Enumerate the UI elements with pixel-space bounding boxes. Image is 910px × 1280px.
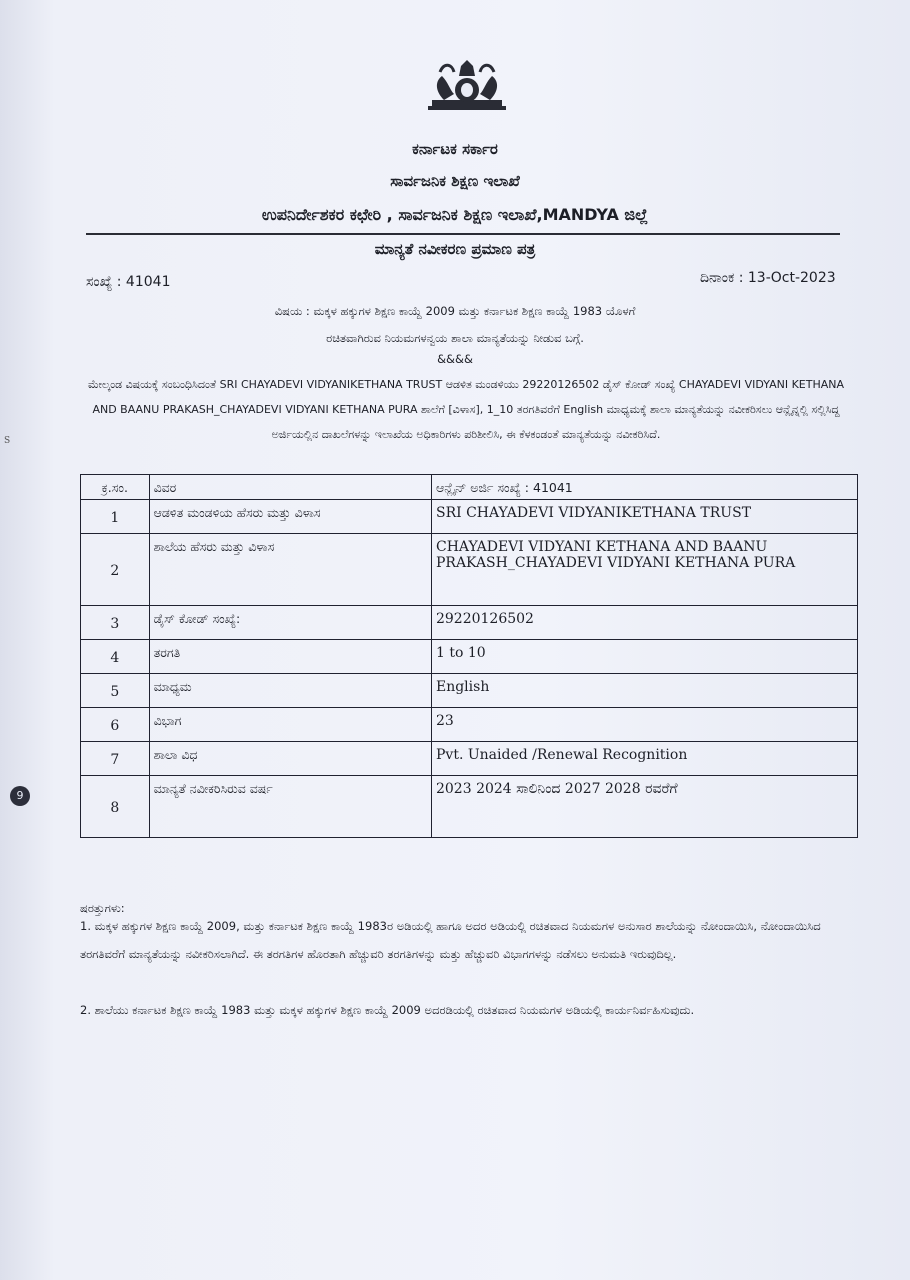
row-serial: 3	[81, 606, 150, 640]
header-divider	[86, 233, 840, 235]
row-value: 1 to 10	[431, 640, 857, 674]
reference-number: ಸಂಖ್ಯೆ : 41041	[86, 274, 171, 290]
table-row	[81, 674, 858, 708]
row-label: ಶಾಲಾ ವಿಧ	[149, 742, 431, 776]
header-details: ವಿವರ	[149, 475, 431, 500]
details-table	[80, 474, 858, 838]
row-serial: 2	[81, 534, 150, 606]
table-row	[81, 534, 858, 606]
table-row	[81, 640, 858, 674]
certificate-date: ದಿನಾಂಕ : 13-Oct-2023	[700, 270, 836, 286]
state-emblem-icon	[426, 54, 508, 122]
row-serial: 8	[81, 776, 150, 838]
row-value: SRI CHAYADEVI VIDYANIKETHANA TRUST	[431, 500, 857, 534]
row-value: 23	[431, 708, 857, 742]
row-serial: 5	[81, 674, 150, 708]
conditions-title: ಷರತ್ತುಗಳು:	[80, 901, 125, 915]
header-application-number: ಆನ್ಲೈನ್ ಅರ್ಜಿ ಸಂಖ್ಯೆ : 41041	[431, 475, 857, 500]
row-value: English	[431, 674, 857, 708]
row-label: ತರಗತಿ	[149, 640, 431, 674]
condition-2: 2. ಶಾಲೆಯು ಕರ್ನಾಟಕ ಶಿಕ್ಷಣ ಕಾಯ್ದೆ 1983 ಮತ್ತು ಮಕ್ಕಳ ಹಕ್ಕುಗಳ ಶಿಕ್ಷಣ ಕಾಯ್ದೆ 2009 ಅದರಡಿಯಲ್ಲಿ ರಚಿತವಾದ ನಿಯಮಗಳ ಅಡಿಯಲ್ಲಿ ಕಾರ್ಯನಿರ್ವಹಿಸುವುದು.	[80, 1003, 695, 1017]
row-value: Pvt. Unaided /Renewal Recognition	[431, 742, 857, 776]
subject-line-1: ವಿಷಯ : ಮಕ್ಕಳ ಹಕ್ಕುಗಳ ಶಿಕ್ಷಣ ಕಾಯ್ದೆ 2009 ಮತ್ತು ಕರ್ನಾಟಕ ಶಿಕ್ಷಣ ಕಾಯ್ದೆ 1983 ಯೊಳಗೆ	[274, 304, 636, 318]
row-value: 29220126502	[431, 606, 857, 640]
row-serial: 6	[81, 708, 150, 742]
subject-line-2: ರಚಿತವಾಗಿರುವ ನಿಯಮಗಳನ್ವಯ ಶಾಲಾ ಮಾನ್ಯತೆಯನ್ನು ನೀಡುವ ಬಗ್ಗೆ.	[326, 331, 584, 345]
table-row	[81, 606, 858, 640]
row-label: ಮಾನ್ಯತೆ ನವೀಕರಿಸಿರುವ ವರ್ಷ	[149, 776, 431, 838]
row-serial: 1	[81, 500, 150, 534]
table-row	[81, 742, 858, 776]
header-serial: ಕ್ರ.ಸಂ.	[81, 475, 150, 500]
table-row	[81, 500, 858, 534]
row-label: ಶಾಲೆಯ ಹೆಸರು ಮತ್ತು ವಿಳಾಸ	[149, 534, 431, 606]
subject-separator: &&&&	[437, 352, 473, 366]
row-value: 2023 2024 ಸಾಲಿನಿಂದ 2027 2028 ರವರೆಗೆ	[431, 776, 857, 838]
row-serial: 7	[81, 742, 150, 776]
row-label: ಮಾಧ್ಯಮ	[149, 674, 431, 708]
row-label: ವಿಭಾಗ	[149, 708, 431, 742]
table-row	[81, 708, 858, 742]
certificate-title: ಮಾನ್ಯತೆ ನವೀಕರಣ ಪ್ರಮಾಣ ಪತ್ರ	[374, 240, 536, 258]
row-label: ಡೈಸ್ ಕೋಡ್ ಸಂಖ್ಯೆ:	[149, 606, 431, 640]
condition-1: 1. ಮಕ್ಕಳ ಹಕ್ಕುಗಳ ಶಿಕ್ಷಣ ಕಾಯ್ದೆ 2009, ಮತ್ತು ಕರ್ನಾಟಕ ಶಿಕ್ಷಣ ಕಾಯ್ದೆ 1983ರ ಅಡಿಯಲ್ಲಿ ಹಾಗೂ ಅದರ ಅಡಿಯಲ್ಲಿ ರಚಿತವಾದ ನಿಯಮಗಳ ಅನುಸಾರ ಶಾಲೆಯನ್ನು ನೋಂದಾಯಿಸಿ, ನೋಂದಾಯಿಸಿದ ತರಗತಿವರೆಗೆ ಮಾನ್ಯತೆಯನ್ನು ನವೀಕರಿಸಲಾಗಿದೆ. ಈ ತರಗತಿಗಳ ಹೊರತಾಗಿ ಹೆಚ್ಚುವರಿ ತರಗತಿಗಳನ್ನು ಮತ್ತು ಹೆಚ್ಚುವರಿ ವಿಭಾಗಗಳನ್ನು ನಡೆಸಲು ಅನುಮತಿ ಇರುವುದಿಲ್ಲ.	[80, 919, 821, 961]
office-name: ಉಪನಿರ್ದೇಶಕರ ಕಛೇರಿ , ಸಾರ್ವಜನಿಕ ಶಿಕ್ಷಣ ಇಲಾಖೆ,MANDYA ಜಿಲ್ಲೆ	[261, 205, 649, 224]
department-name: ಸಾರ್ವಜನಿಕ ಶಿಕ್ಷಣ ಇಲಾಖೆ	[390, 172, 520, 190]
table-header-row	[81, 475, 858, 500]
row-serial: 4	[81, 640, 150, 674]
government-name: ಕರ್ನಾಟಕ ಸರ್ಕಾರ	[412, 140, 498, 158]
margin-mark-top: S	[4, 436, 11, 446]
row-label: ಆಡಳಿತ ಮಂಡಳಿಯ ಹೆಸರು ಮತ್ತು ವಿಳಾಸ	[149, 500, 431, 534]
margin-mark-bottom: 9	[10, 786, 30, 806]
body-paragraph: ಮೇಲ್ಕಂಡ ವಿಷಯಕ್ಕೆ ಸಂಬಂಧಿಸಿದಂತೆ SRI CHAYADEVI VIDYANIKETHANA TRUST ಆಡಳಿತ ಮಂಡಳಿಯು 29220126502 ಡೈಸ್ ಕೋಡ್ ಸಂಖ್ಯೆ CHAYADEVI VIDYANI KETHANA AND BAANU PRAKASH_CHAYADEVI VIDYANI KETHANA PURA ಶಾಲೆಗೆ [ವಿಳಾಸ], 1_10 ತರಗತಿವರೆಗೆ English ಮಾಧ್ಯಮಕ್ಕೆ ಶಾಲಾ ಮಾನ್ಯತೆಯನ್ನು ನವೀಕರಿಸಲು ಆನ್ಲೈನ್ನಲ್ಲಿ ಸಲ್ಲಿಸಿದ್ದ ಅರ್ಜಿಯಲ್ಲಿನ ದಾಖಲೆಗಳನ್ನು ಇಲಾಖೆಯ ಅಧಿಕಾರಿಗಳು ಪರಿಶೀಲಿಸಿ, ಈ ಕೆಳಕಂಡಂತೆ ಮಾನ್ಯತೆಯನ್ನು ನವೀಕರಿಸಿದೆ.	[87, 378, 845, 441]
row-value: CHAYADEVI VIDYANI KETHANA AND BAANU PRAKASH_CHAYADEVI VIDYANI KETHANA PURA	[431, 534, 857, 606]
table-row	[81, 776, 858, 838]
